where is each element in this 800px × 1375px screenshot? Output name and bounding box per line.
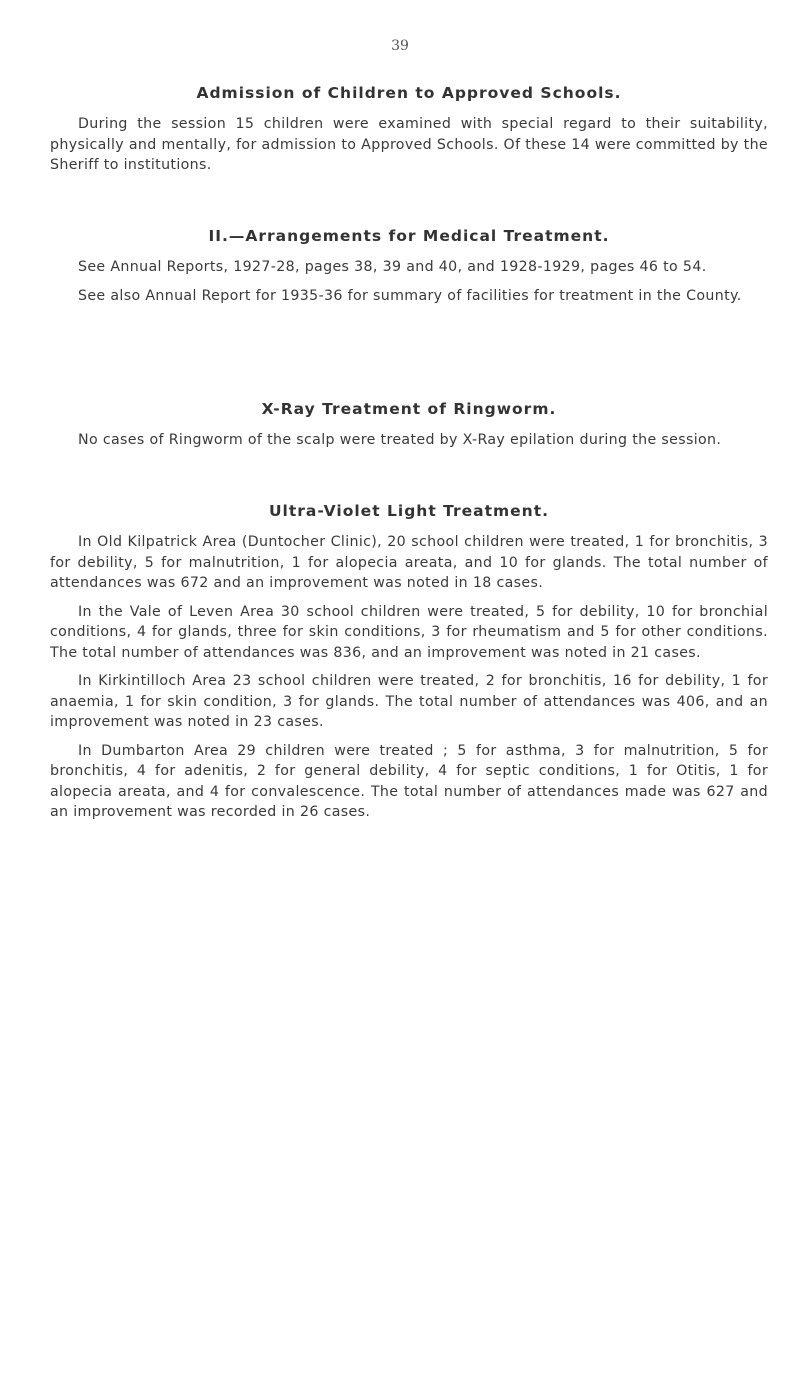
section-approved-schools <box>50 84 768 184</box>
paragraph: No cases of Ringworm of the scalp were treated by X-Ray epilation during the session. <box>78 432 722 448</box>
section-heading: Admission of Children to Approved Schools. <box>196 84 622 102</box>
paragraph: See also Annual Report for 1935-36 for summary of facilities for treatment in the County. <box>78 287 742 304</box>
paragraph: In the Vale of Leven Area 30 school children were treated, 5 for debility, 10 for bronchial conditions, 4 for glands, three for skin conditions, 3 for rheumatism and 5 for other conditions. The total number of attendances was 836, and an improvement was noted in 21 cases. <box>50 603 768 661</box>
section-xray-ringworm <box>50 400 768 459</box>
section-heading: Ultra-Violet Light Treatment. <box>268 502 550 520</box>
section-heading: X-Ray Treatment of Ringworm. <box>261 400 557 418</box>
section-ultra-violet <box>50 502 768 831</box>
paragraph: In Old Kilpatrick Area (Duntocher Clinic), 20 school children were treated, 1 for bronchitis, 3 for debility, 5 for malnutrition, 1 for alopecia areata, and 10 for glands. The total number of attendances was 672 and an improvement was noted in 18 cases. <box>50 534 768 591</box>
section-medical-treatment <box>50 227 768 314</box>
section-heading: II.—Arrangements for Medical Treatment. <box>208 227 610 245</box>
page-number: 39 <box>391 38 409 54</box>
paragraph: During the session 15 children were examined with special regard to their suitability, physically and mentally, for admission to Approved Schools. Of these 14 were committed by the Sheriff to institutions. <box>50 116 768 173</box>
paragraph: In Kirkintilloch Area 23 school children were treated, 2 for bronchitis, 16 for debility, 1 for anaemia, 1 for skin condition, 3 for glands. The total number of attendances was 406, and an improvement was noted in 23 cases. <box>50 673 768 730</box>
paragraph: See Annual Reports, 1927-28, pages 38, 39 and 40, and 1928-1929, pages 46 to 54. <box>78 259 707 275</box>
paragraph: In Dumbarton Area 29 children were treated ; 5 for asthma, 3 for malnutrition, 5 for bronchitis, 4 for adenitis, 2 for general debility, 4 for septic conditions, 1 for Otitis, 1 for alopecia areata, and 4 for convalescence. The total number of attendances made was 627 and an improvement was recorded in 26 cases. <box>50 742 768 820</box>
